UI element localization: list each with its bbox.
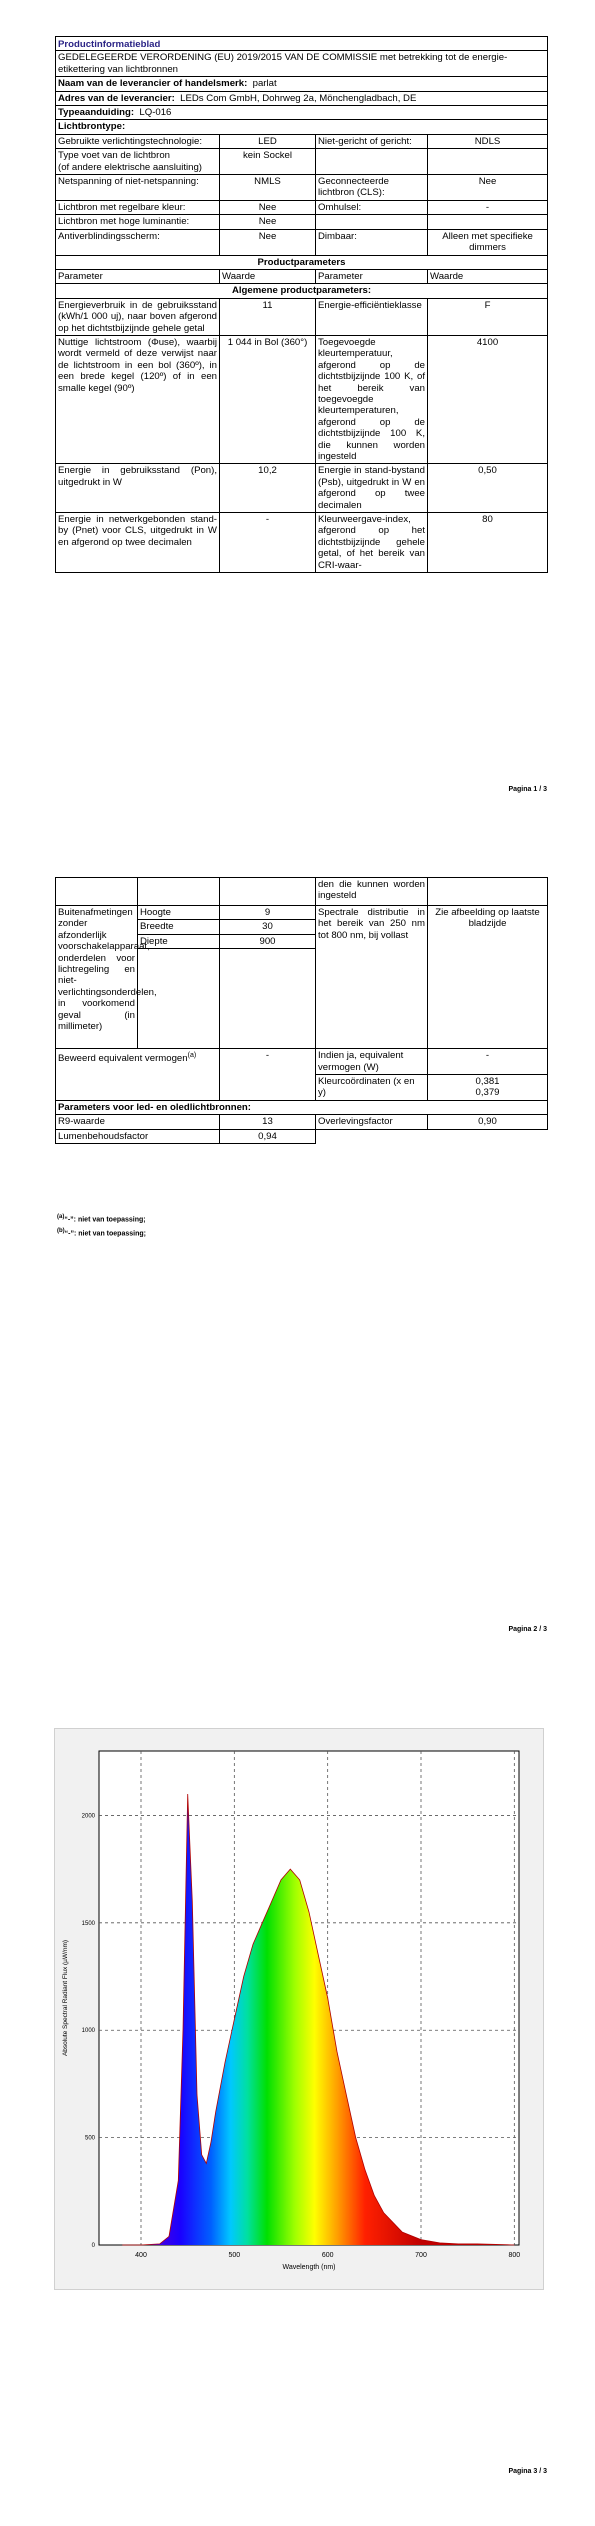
footnote-a-marker: (a) xyxy=(57,1214,65,1220)
chromaticity-x: 0,381 xyxy=(475,1076,500,1088)
col-header-value: Waarde xyxy=(220,269,316,283)
empty-cell xyxy=(316,149,428,175)
mains-label: Netspanning of niet-netspanning: xyxy=(56,175,220,201)
supplier-name-value: parlat xyxy=(252,78,277,90)
y-tick-label: 0 xyxy=(91,2243,95,2249)
standby-power-label: Energie in stand-bystand (Psb), uitgedrukt in W en afgerond op twee decimalen xyxy=(316,464,428,513)
light-type-header: Lichtbrontype: xyxy=(56,120,548,134)
equivalent-power-label: Indien ja, equivalent vermogen (W) xyxy=(316,1049,428,1075)
width-value: 30 xyxy=(220,920,316,934)
x-tick-label: 700 xyxy=(415,2252,427,2259)
cap-type-label: Type voet van de lichtbron (of andere elektrische aansluiting) xyxy=(56,149,220,175)
cls-value: Nee xyxy=(428,175,548,201)
chromaticity-value xyxy=(428,1075,548,1101)
tech-label: Gebruikte verlichtingstechnologie: xyxy=(56,134,220,148)
colour-temperature-value: 4100 xyxy=(428,335,548,463)
standby-power-value: 0,50 xyxy=(428,464,548,513)
colour-tunable-label: Lichtbron met regelbare kleur: xyxy=(56,200,220,214)
regulation-text: GEDELEGEERDE VERORDENING (EU) 2019/2015 VAN DE COMMISSIE met betrekking tot de energie-etikettering van lichtbronnen xyxy=(56,51,548,77)
cap-type-value: kein Sockel xyxy=(220,149,316,175)
luminous-flux-value: 1 044 in Bol (360°) xyxy=(220,335,316,463)
r9-label: R9-waarde xyxy=(56,1115,220,1129)
cri-label: Kleurweergave-index, afgerond op het dichtstbijzijnde gehele getal, of het bereik van CRI-waar- xyxy=(316,513,428,573)
survival-factor-label: Overlevingsfactor xyxy=(316,1115,428,1129)
y-tick-label: 1500 xyxy=(81,1920,95,1927)
empty-cell xyxy=(316,1129,428,1143)
y-axis-title: Absolute Spectral Radiant Flux (µW/nm) xyxy=(62,1939,69,2057)
equivalent-power-value: - xyxy=(428,1049,548,1075)
page-footer-1: Pagina 1 / 3 xyxy=(508,786,547,793)
col-header-parameter: Parameter xyxy=(316,269,428,283)
dimensions-label: Buitenafmetingen zonder afzonderlijk voorschakelapparaat, onderdelen voor lichtregeling en niet-verlichtingsonderdelen, in voorkomend geval (in millimeter) xyxy=(56,906,138,1049)
x-tick-label: 600 xyxy=(321,2252,334,2259)
cri-value: 80 xyxy=(428,513,548,573)
chromaticity-label: Kleurcoördinaten (x en y) xyxy=(316,1075,428,1101)
networked-standby-label: Energie in netwerkgebonden stand-by (Pnet) voor CLS, uitgedrukt in W en afgerond op twee decimalen xyxy=(56,513,220,573)
empty-cell xyxy=(138,878,220,906)
x-axis-title: Wavelength (nm) xyxy=(282,2264,336,2271)
luminous-flux-label: Nuttige lichtstroom (Φuse), waarbij wordt vermeld of deze verwijst naar de lichtstroom in een bol (360º), in een brede kegel (120º) of in een smalle kegel (90º) xyxy=(56,335,220,463)
footnote-b-text: “-”: niet van toepassing; xyxy=(64,1230,146,1238)
energy-consumption-label: Energieverbruik in de gebruiksstand (kWh/1 000 uj), naar boven afgerond op het dichtstbijzijnde gehele getal xyxy=(56,298,220,335)
y-tick-label: 500 xyxy=(84,2135,95,2142)
height-label: Hoogte xyxy=(138,906,220,920)
supplier-name-label: Naam van de leverancier of handelsmerk: xyxy=(58,78,248,90)
x-tick-label: 400 xyxy=(135,2252,147,2259)
mains-value: NMLS xyxy=(220,175,316,201)
model-row xyxy=(56,106,548,120)
directional-label: Niet-gericht of gericht: xyxy=(316,134,428,148)
width-label: Breedte xyxy=(138,920,220,934)
lumen-maintenance-label: Lumenbehoudsfactor xyxy=(56,1129,220,1143)
empty-cell xyxy=(428,149,548,175)
footnote-b-marker: (b) xyxy=(57,1228,65,1234)
col-header-value: Waarde xyxy=(428,269,548,283)
led-params-header: Parameters voor led- en oledlichtbronnen: xyxy=(56,1100,548,1114)
depth-value: 900 xyxy=(220,934,316,948)
envelope-value: - xyxy=(428,200,548,214)
on-mode-power-value: 10,2 xyxy=(220,464,316,513)
energy-class-label: Energie-efficiëntieklasse xyxy=(316,298,428,335)
footnote-b xyxy=(57,1228,146,1237)
claimed-equivalent-value: - xyxy=(220,1049,316,1101)
colour-tunable-value: Nee xyxy=(220,200,316,214)
directional-value: NDLS xyxy=(428,134,548,148)
chromaticity-y: 0,379 xyxy=(475,1087,500,1099)
footnote-a-text: “-”: niet van toepassing; xyxy=(64,1216,146,1224)
x-tick-label: 500 xyxy=(228,2252,241,2259)
model-value: LQ-016 xyxy=(139,107,172,119)
empty-cell xyxy=(220,878,316,906)
empty-cell xyxy=(428,215,548,229)
height-value: 9 xyxy=(220,906,316,920)
y-tick-label: 1000 xyxy=(81,2028,95,2035)
supplier-address-row xyxy=(56,91,548,105)
y-tick-label: 2000 xyxy=(81,1813,95,1820)
spectral-distribution-label: Spectrale distributie in het bereik van 250 nm tot 800 nm, bij vollast xyxy=(316,906,428,1049)
claimed-equivalent-label xyxy=(56,1049,220,1101)
on-mode-power-label: Energie in gebruiksstand (Pon), uitgedrukt in W xyxy=(56,464,220,513)
supplier-address-value: LEDs Com GmbH, Dohrweg 2a, Mönchengladbach, DE xyxy=(180,92,417,104)
survival-factor-value: 0,90 xyxy=(428,1115,548,1129)
dimmable-label: Dimbaar: xyxy=(316,229,428,255)
colour-temperature-label: Toegevoegde kleurtemperatuur, afgerond op de dichtstbijzijnde 100 K, of het bereik van toegevoegde kleurtemperaturen, afgerond op de dichtstbijzijnde 100 K, die kunnen worden ingesteld xyxy=(316,335,428,463)
spectral-chart xyxy=(54,1728,544,2290)
anti-glare-label: Antiverblindingsscherm: xyxy=(56,229,220,255)
depth-label: Diepte xyxy=(138,934,220,948)
product-params-header: Productparameters xyxy=(56,255,548,269)
energy-class-value: F xyxy=(428,298,548,335)
empty-cell xyxy=(428,878,548,906)
cls-label: Geconnecteerde lichtbron (CLS): xyxy=(316,175,428,201)
tech-value: LED xyxy=(220,134,316,148)
general-params-header: Algemene productparameters: xyxy=(56,284,548,298)
high-luminance-value: Nee xyxy=(220,215,316,229)
empty-cell xyxy=(316,215,428,229)
x-tick-label: 800 xyxy=(508,2252,521,2259)
spectral-distribution-value: Zie afbeelding op laatste bladzijde xyxy=(428,906,548,1049)
claimed-equivalent-note: (a) xyxy=(187,1052,197,1060)
spectral-chart-svg xyxy=(55,1729,543,2289)
envelope-label: Omhulsel: xyxy=(316,200,428,214)
empty-cell xyxy=(220,949,316,1049)
product-info-table-page1 xyxy=(55,36,548,573)
footnote-a xyxy=(57,1214,146,1223)
empty-cell xyxy=(56,878,138,906)
empty-cell xyxy=(138,949,220,1049)
supplier-name-row xyxy=(56,77,548,91)
high-luminance-label: Lichtbron met hoge luminantie: xyxy=(56,215,220,229)
page-footer-2: Pagina 2 / 3 xyxy=(508,1626,547,1633)
r9-value: 13 xyxy=(220,1115,316,1129)
supplier-address-label: Adres van de leverancier: xyxy=(58,92,175,104)
dimmable-value: Alleen met specifieke dimmers xyxy=(428,229,548,255)
empty-cell xyxy=(428,1129,548,1143)
col-header-parameter: Parameter xyxy=(56,269,220,283)
energy-consumption-value: 11 xyxy=(220,298,316,335)
anti-glare-value: Nee xyxy=(220,229,316,255)
networked-standby-value: - xyxy=(220,513,316,573)
lumen-maintenance-value: 0,94 xyxy=(220,1129,316,1143)
page-title: Productinformatieblad xyxy=(56,37,548,51)
product-info-table-page2 xyxy=(55,877,548,1144)
page-footer-3: Pagina 3 / 3 xyxy=(508,2468,547,2475)
cri-label-continued: den die kunnen worden ingesteld xyxy=(316,878,428,906)
model-label: Typeaanduiding: xyxy=(58,107,135,119)
claimed-equivalent-text: Beweerd equivalent vermogen xyxy=(58,1053,188,1065)
